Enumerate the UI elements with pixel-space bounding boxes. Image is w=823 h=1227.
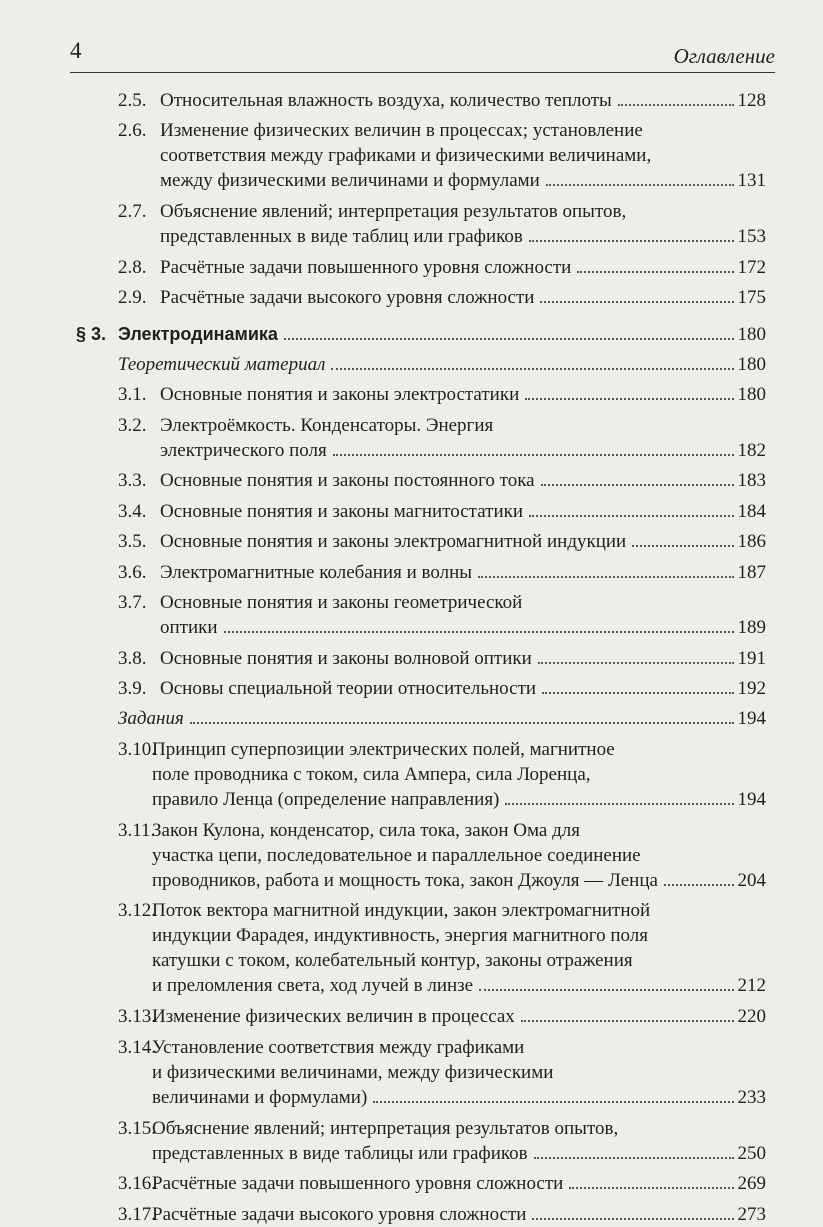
toc-entry-title-line: между физическими величинами и формулами — [160, 170, 540, 192]
toc-entry-title-line: Относительная влажность воздуха, количество теплоты — [160, 90, 612, 111]
dot-leader — [664, 884, 734, 886]
toc-entry-title-line: Электромагнитные колебания и волны — [160, 561, 473, 583]
toc-entry-title-line: Принцип суперпозиции электрических полей, магнитное — [152, 738, 615, 760]
toc-entry-number: 3.1. — [118, 384, 147, 406]
dot-leader — [529, 515, 733, 517]
toc-entry-title-line: Расчётные задачи повышенного уровня сложности — [160, 256, 572, 278]
toc-entry-title-line: Основные понятия и законы магнитостатики — [160, 500, 524, 522]
dot-leader — [333, 454, 734, 456]
toc-page-number: 172 — [737, 256, 766, 278]
toc-page-number: 128 — [737, 90, 766, 111]
dot-leader — [284, 338, 734, 340]
toc-entry-number: 2.7. — [118, 201, 147, 223]
toc-entry-number: 3.2. — [118, 414, 147, 436]
toc-page-number: 212 — [737, 975, 766, 997]
dot-leader — [529, 240, 734, 242]
toc-entry-title-line: Закон Кулона, конденсатор, сила тока, закон Ома для — [152, 819, 580, 841]
toc-entry-number: 3.5. — [118, 531, 147, 553]
toc-entry-title-line: Расчётные задачи повышенного уровня сложности — [152, 1173, 564, 1195]
dot-leader — [521, 1020, 734, 1022]
toc-entry-title-line: величинами и формулами) — [152, 1086, 368, 1108]
toc-entry-title-line: Поток вектора магнитной индукции, закон электромагнитной — [152, 900, 651, 922]
toc-page-number: 204 — [737, 869, 766, 891]
dot-leader — [190, 722, 734, 724]
toc-entry-title-line: Изменение физических величин в процессах — [152, 1006, 515, 1028]
toc-entry-number: 3.13. — [118, 1006, 156, 1028]
toc-page-number: 250 — [737, 1142, 766, 1164]
toc-entry-number: 3.12. — [118, 900, 156, 922]
dot-leader — [534, 1157, 734, 1159]
toc-entry-title-line: и физическими величинами, между физическими — [152, 1061, 554, 1083]
toc-entry-title-line: правило Ленца (определение направления) — [152, 788, 500, 810]
toc-entry-title-line: Задания — [118, 708, 184, 730]
toc-entry-title-line: участка цепи, последовательное и параллельное соединение — [152, 844, 641, 866]
dot-leader — [569, 1187, 733, 1189]
header-rule — [70, 72, 775, 73]
toc-page-number: 269 — [737, 1173, 766, 1195]
toc-entry-title-line: и преломления света, ход лучей в линзе — [152, 975, 474, 997]
toc-entry-title-line: Теоретический материал — [118, 354, 326, 375]
toc-entry-title-line: представленных в виде таблицы или графиков — [152, 1142, 528, 1164]
toc-entry-title-line: Установление соответствия между графиками — [152, 1036, 525, 1058]
toc-page-number: 187 — [737, 561, 766, 583]
dot-leader — [632, 545, 733, 547]
dot-leader — [577, 271, 733, 273]
dot-leader — [224, 631, 734, 633]
toc-entry-number: 2.8. — [118, 256, 147, 278]
toc-entry-title-line: катушки с током, колебательный контур, законы отражения — [152, 950, 633, 972]
toc-page-number: 273 — [737, 1203, 766, 1225]
toc-entry-title-line: Электродинамика — [118, 323, 278, 344]
toc-page-number: 183 — [737, 470, 766, 492]
toc-entry-title-line: Объяснение явлений; интерпретация результатов опытов, — [160, 201, 627, 223]
toc-page-number: 180 — [737, 323, 766, 345]
toc-page-number: 220 — [737, 1006, 766, 1028]
toc-entry-number: 3.17. — [118, 1203, 156, 1225]
toc-page-number: 189 — [737, 617, 766, 638]
dot-leader — [618, 104, 734, 106]
toc-entry-title-line: Расчётные задачи высокого уровня сложности — [160, 287, 535, 309]
toc-entry-title-line: Расчётные задачи высокого уровня сложности — [152, 1203, 527, 1225]
dot-leader — [542, 692, 733, 694]
toc-page-number: 131 — [737, 170, 766, 192]
toc-entry-title-line: представленных в виде таблиц или графиков — [160, 226, 523, 248]
running-title: Оглавление — [673, 44, 775, 68]
toc-page-number: 180 — [737, 354, 766, 375]
toc-entry-title-line: Изменение физических величин в процессах; установление — [160, 120, 643, 142]
toc-entry-number: 2.5. — [118, 90, 147, 111]
toc-page-number: 194 — [737, 788, 766, 810]
toc-page-number: 194 — [737, 708, 766, 730]
dot-leader — [479, 989, 733, 991]
toc-entry-title-line: оптики — [160, 617, 218, 638]
dot-leader — [541, 484, 734, 486]
toc-entry-number: 3.11. — [118, 819, 156, 841]
toc-entry-number: 3.6. — [118, 561, 147, 583]
page-number: 4 — [70, 38, 82, 63]
toc-entry-title-line: поле проводника с током, сила Ампера, сила Лоренца, — [152, 763, 591, 785]
toc-entry-title-line: Основные понятия и законы постоянного тока — [160, 470, 535, 492]
toc-page-number: 180 — [737, 384, 766, 406]
dot-leader — [478, 576, 733, 578]
dot-leader — [331, 368, 733, 370]
dot-leader — [532, 1218, 733, 1220]
toc-entry-title-line: Основные понятия и законы электростатики — [160, 384, 520, 406]
toc-entry-title-line: Объяснение явлений; интерпретация результатов опытов, — [152, 1117, 619, 1139]
toc-page-number: 192 — [737, 678, 766, 699]
toc-entry-number: § 3. — [76, 323, 107, 344]
toc-entry-number: 3.3. — [118, 470, 147, 492]
toc-entry-title-line: Основные понятия и законы электромагнитной индукции — [160, 531, 627, 553]
toc-page-number: 184 — [737, 500, 766, 522]
dot-leader — [546, 184, 734, 186]
toc-entry-number: 3.7. — [118, 592, 147, 613]
toc-entry-number: 3.14. — [118, 1036, 156, 1058]
toc-page-number: 186 — [737, 531, 766, 553]
toc-entry-number: 3.9. — [118, 678, 147, 699]
toc-page-number: 233 — [737, 1086, 766, 1108]
toc-entry-title-line: электрического поля — [160, 439, 327, 461]
toc-page-number: 191 — [737, 647, 766, 669]
toc-entry-title-line: соответствия между графиками и физическими величинами, — [160, 145, 652, 167]
toc-entry-title-line: Основные понятия и законы геометрической — [160, 592, 523, 613]
dot-leader — [540, 301, 733, 303]
toc-page-number: 182 — [737, 439, 766, 461]
toc-entry-title-line: Основные понятия и законы волновой оптики — [160, 647, 532, 669]
toc-entry-title-line: Электроёмкость. Конденсаторы. Энергия — [160, 414, 494, 436]
toc-entry-number: 3.16. — [118, 1173, 156, 1195]
running-header — [70, 38, 775, 72]
dot-leader — [373, 1101, 733, 1103]
toc-page-number: 153 — [737, 226, 766, 248]
toc-page-number: 175 — [737, 287, 766, 309]
toc-entry-number: 3.8. — [118, 647, 147, 669]
toc-entry-number: 2.9. — [118, 287, 147, 309]
dot-leader — [538, 662, 734, 664]
toc-entry-number: 3.4. — [118, 500, 147, 522]
toc-entry-number: 3.15. — [118, 1117, 156, 1139]
toc-entry-number: 3.10. — [118, 738, 156, 760]
dot-leader — [505, 803, 733, 805]
toc-entry-title-line: Основы специальной теории относительности — [160, 678, 537, 699]
dot-leader — [525, 398, 733, 400]
toc-entry-number: 2.6. — [118, 120, 147, 142]
toc-entry-title-line: проводников, работа и мощность тока, закон Джоуля — Ленца — [152, 869, 658, 891]
toc-entry-title-line: индукции Фарадея, индуктивность, энергия магнитного поля — [152, 925, 649, 947]
